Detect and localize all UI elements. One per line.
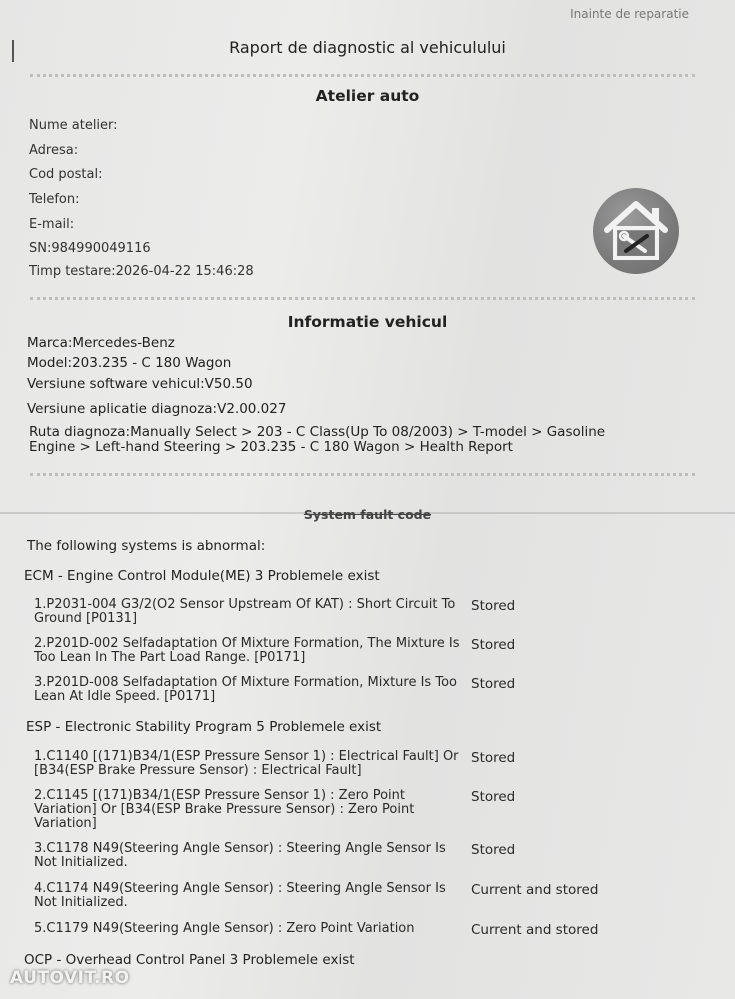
fault-row-description: 1.P2031-004 G3/2(O2 Sensor Upstream Of KAT) : Short Circuit To Ground [P0131] (34, 597, 456, 626)
fault-row-status: Stored (471, 676, 516, 692)
fault-row-description: 1.C1140 [(171)B34/1(ESP Pressure Sensor 1) : Electrical Fault] Or [B34(ESP Brake Pressure Sensor) : Electrical Fault] (34, 749, 459, 778)
abnormal-systems-intro: The following systems is abnormal: (27, 538, 266, 554)
separator (30, 74, 695, 77)
fault-row-status: Stored (471, 789, 516, 805)
vehicle-software-version: Versiune software vehicul:V50.50 (27, 376, 253, 392)
diagnostic-app-version: Versiune aplicatie diagnoza:V2.00.027 (27, 401, 287, 417)
site-watermark: AUTOVIT.RO (10, 968, 130, 988)
workshop-heading: Atelier auto (315, 87, 420, 105)
workshop-name-label: Nume atelier: (29, 118, 118, 133)
fault-row-status: Stored (471, 750, 516, 766)
workshop-email-label: E-mail: (29, 217, 75, 232)
workshop-postal-label: Cod postal: (29, 167, 103, 182)
corner-note: Inainte de reparatie (570, 7, 689, 21)
diagnostic-route-line2: Engine > Left-hand Steering > 203.235 - C 180 Wagon > Health Report (29, 439, 513, 455)
fault-row-description: 5.C1179 N49(Steering Angle Sensor) : Zero Point Variation (34, 921, 415, 936)
fault-row-description: 2.P201D-002 Selfadaptation Of Mixture Formation, The Mixture Is Too Lean In The Part Load Range. [P0171] (34, 636, 460, 665)
fault-row-description: 4.C1174 N49(Steering Angle Sensor) : Steering Angle Sensor Is Not Initialized. (34, 881, 446, 910)
fault-row-description: 2.C1145 [(171)B34/1(ESP Pressure Sensor 1) : Zero Point Variation] Or [B34(ESP Brake Pressure Sensor) : Zero Point Variation] (34, 788, 415, 831)
fault-row-status: Stored (471, 637, 516, 653)
fault-row-status: Stored (471, 598, 516, 614)
separator (30, 473, 695, 476)
diagnostic-route-line1: Ruta diagnoza:Manually Select > 203 - C Class(Up To 08/2003) > T-model > Gasoline (29, 424, 606, 440)
house-wrench-screwdriver-icon (593, 188, 679, 274)
separator (30, 297, 695, 300)
esp-system-title: ESP - Electronic Stability Program 5 Problemele exist (26, 719, 382, 735)
fault-row-description: 3.P201D-008 Selfadaptation Of Mixture Formation, Mixture Is Too Lean At Idle Speed. [P0171] (34, 675, 457, 704)
test-time: Timp testare:2026-04-22 15:46:28 (29, 264, 254, 279)
fault-row-status: Current and stored (471, 882, 599, 898)
fault-code-heading: System fault code (303, 507, 432, 522)
vehicle-heading: Informatie vehicul (287, 313, 448, 331)
serial-number: SN:984990049116 (29, 241, 151, 256)
vehicle-make: Marca:Mercedes-Benz (27, 335, 175, 351)
fault-row-status: Current and stored (471, 922, 599, 938)
ecm-system-title: ECM - Engine Control Module(ME) 3 Problemele exist (24, 568, 380, 584)
workshop-address-label: Adresa: (29, 143, 79, 158)
fault-row-status: Stored (471, 842, 516, 858)
fault-row-description: 3.C1178 N49(Steering Angle Sensor) : Steering Angle Sensor Is Not Initialized. (34, 841, 446, 870)
ocp-system-title: OCP - Overhead Control Panel 3 Problemele exist (24, 952, 355, 968)
report-title: Raport de diagnostic al vehiculului (229, 38, 506, 57)
workshop-phone-label: Telefon: (29, 192, 80, 207)
vehicle-model: Model:203.235 - C 180 Wagon (27, 355, 232, 371)
